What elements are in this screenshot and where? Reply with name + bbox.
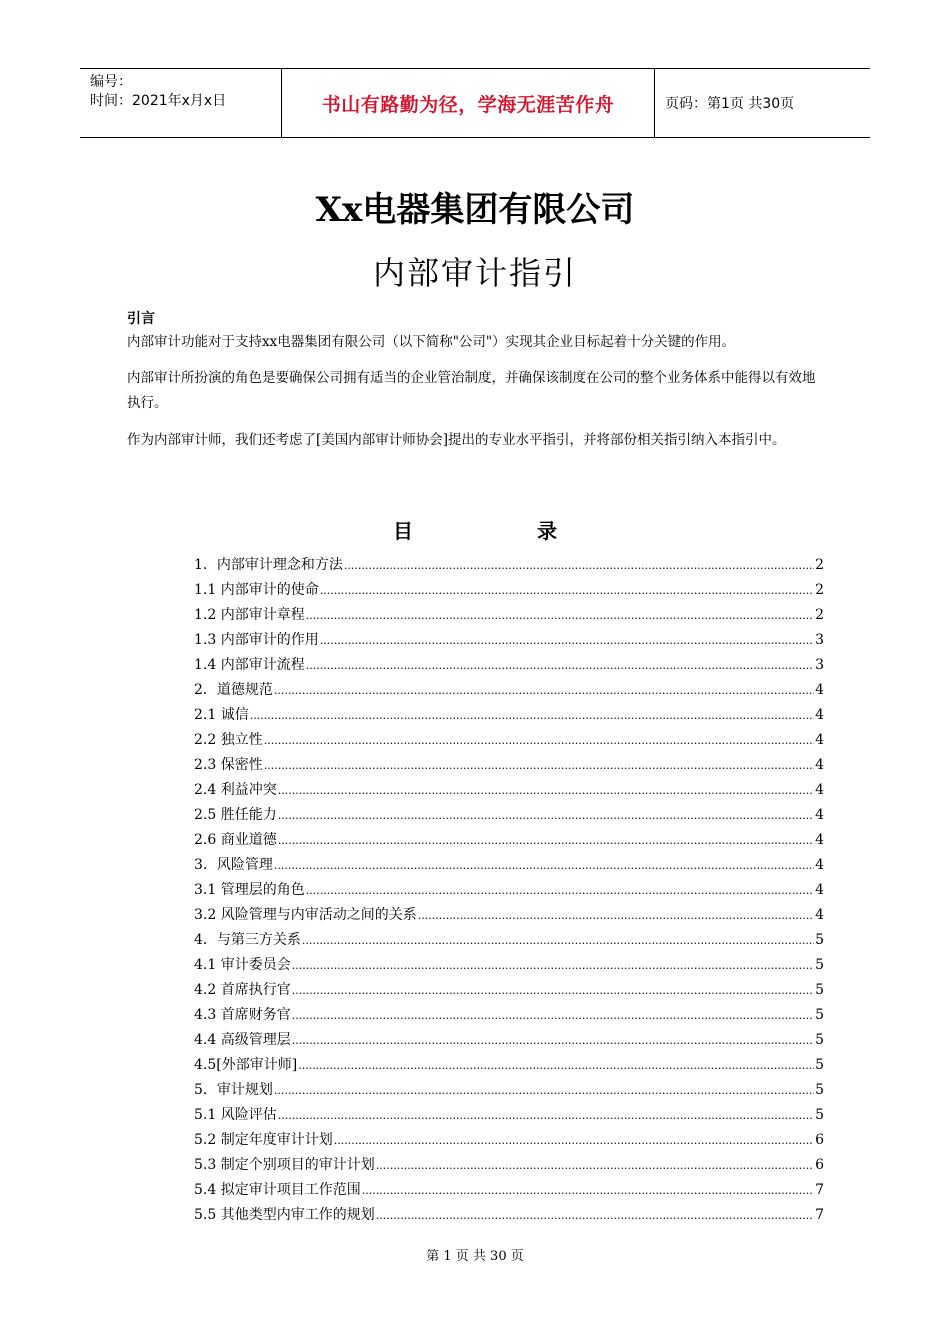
toc-entry[interactable] [194, 1129, 824, 1154]
toc-leader-dots [344, 559, 814, 572]
toc-entry-label: 2.4 利益冲突 [194, 782, 277, 798]
toc-entry[interactable] [194, 929, 824, 954]
time-label: 时间：2021年x月x日 [90, 93, 227, 109]
toc-entry-label: 4.2 首席执行官 [194, 982, 291, 998]
toc-leader-dots [302, 934, 814, 947]
toc-entry[interactable] [194, 704, 824, 729]
toc-entry[interactable] [194, 629, 824, 654]
toc-entry-label: 4．与第三方关系 [194, 932, 301, 948]
toc-leader-dots [292, 959, 814, 972]
toc-entry[interactable] [194, 1054, 824, 1079]
toc-entry-label: 1．内部审计理念和方法 [194, 557, 343, 573]
toc-heading-right: 录 [536, 519, 557, 543]
toc-entry-label: 4.4 高级管理层 [194, 1032, 291, 1048]
toc-entry-page: 4 [815, 882, 824, 898]
toc-leader-dots [274, 859, 814, 872]
toc-entry[interactable] [194, 579, 824, 604]
number-label: 编号： [90, 74, 132, 90]
toc-leader-dots [250, 709, 814, 722]
header-meta [80, 69, 282, 137]
toc-entry-page: 4 [815, 832, 824, 848]
toc-entry-page: 5 [815, 932, 824, 948]
toc-entry-label: 4.5[外部审计师] [194, 1057, 298, 1073]
toc-leader-dots [306, 609, 814, 622]
toc-entry-label: 2.5 胜任能力 [194, 807, 277, 823]
toc-entry[interactable] [194, 1179, 824, 1204]
toc-leader-dots [376, 1209, 814, 1222]
toc-entry-label: 2.6 商业道德 [194, 832, 277, 848]
toc-leader-dots [278, 784, 814, 797]
toc-leader-dots [298, 1059, 814, 1072]
toc-entry-page: 2 [815, 582, 824, 598]
toc-entry[interactable] [194, 1004, 824, 1029]
toc-entry-label: 5.1 风险评估 [194, 1107, 277, 1123]
toc-entry-label: 3.1 管理层的角色 [194, 882, 305, 898]
toc-leader-dots [320, 634, 814, 647]
toc-leader-dots [274, 684, 814, 697]
toc-entry-page: 4 [815, 757, 824, 773]
intro-paragraph: 作为内部审计师，我们还考虑了[美国内部审计师协会]提出的专业水平指引，并将部份相关指引纳入本指引中。 [127, 432, 786, 448]
toc-entry-label: 2.2 独立性 [194, 732, 263, 748]
toc-leader-dots [334, 1134, 814, 1147]
page-header [80, 68, 870, 138]
document-title: Xx电器集团有限公司 [315, 190, 635, 230]
toc-entry[interactable] [194, 954, 824, 979]
table-of-contents [194, 554, 824, 1229]
toc-leader-dots [264, 734, 814, 747]
toc-leader-dots [292, 1034, 814, 1047]
toc-entry[interactable] [194, 879, 824, 904]
toc-leader-dots [418, 909, 814, 922]
toc-entry[interactable] [194, 904, 824, 929]
toc-heading-left: 目 [393, 519, 414, 543]
document-subtitle: 内部审计指引 [372, 254, 577, 292]
toc-entry-label: 2．道德规范 [194, 682, 273, 698]
toc-entry[interactable] [194, 829, 824, 854]
toc-entry-page: 4 [815, 682, 824, 698]
toc-entry-page: 4 [815, 732, 824, 748]
intro-heading: 引言 [127, 311, 155, 327]
toc-entry-page: 5 [815, 1107, 824, 1123]
toc-entry-label: 2.3 保密性 [194, 757, 263, 773]
toc-entry-label: 5．审计规划 [194, 1082, 273, 1098]
toc-entry-page: 6 [815, 1157, 824, 1173]
toc-entry[interactable] [194, 729, 824, 754]
toc-heading [0, 515, 950, 544]
toc-entry-page: 5 [815, 957, 824, 973]
toc-leader-dots [376, 1159, 814, 1172]
toc-entry-page: 4 [815, 907, 824, 923]
toc-leader-dots [306, 659, 814, 672]
toc-entry-page: 7 [815, 1207, 824, 1223]
toc-entry-label: 1.3 内部审计的作用 [194, 632, 319, 648]
toc-entry[interactable] [194, 1079, 824, 1104]
toc-entry-page: 3 [815, 657, 824, 673]
intro-paragraph: 内部审计所扮演的角色是要确保公司拥有适当的企业管治制度，并确保该制度在公司的整个业务体系中能得以有效地执行。 [127, 370, 816, 411]
toc-entry-page: 5 [815, 1082, 824, 1098]
toc-leader-dots [264, 759, 814, 772]
toc-entry-page: 5 [815, 1057, 824, 1073]
toc-entry-label: 3.2 风险管理与内审活动之间的关系 [194, 907, 417, 923]
toc-entry-page: 7 [815, 1182, 824, 1198]
toc-entry-label: 2.1 诚信 [194, 707, 249, 723]
toc-entry-label: 5.2 制定年度审计计划 [194, 1132, 333, 1148]
toc-entry[interactable] [194, 679, 824, 704]
toc-entry-page: 5 [815, 1032, 824, 1048]
toc-entry[interactable] [194, 779, 824, 804]
toc-entry-label: 1.1 内部审计的使命 [194, 582, 319, 598]
header-motto: 书山有路勤为径，学海无涯苦作舟 [282, 69, 655, 137]
toc-entry-page: 5 [815, 982, 824, 998]
toc-leader-dots [292, 1009, 814, 1022]
toc-entry-label: 1.2 内部审计章程 [194, 607, 305, 623]
toc-entry-page: 3 [815, 632, 824, 648]
toc-entry-label: 5.5 其他类型内审工作的规划 [194, 1207, 375, 1223]
toc-entry[interactable] [194, 554, 824, 579]
toc-leader-dots [278, 809, 814, 822]
toc-entry[interactable] [194, 604, 824, 629]
toc-entry-page: 4 [815, 807, 824, 823]
toc-entry-page: 4 [815, 857, 824, 873]
toc-leader-dots [320, 584, 814, 597]
toc-entry-page: 4 [815, 707, 824, 723]
toc-leader-dots [292, 984, 814, 997]
toc-entry[interactable] [194, 1104, 824, 1129]
toc-entry[interactable] [194, 654, 824, 679]
toc-entry[interactable] [194, 1029, 824, 1054]
toc-leader-dots [274, 1084, 814, 1097]
toc-entry[interactable] [194, 804, 824, 829]
toc-entry-label: 5.4 拟定审计项目工作范围 [194, 1182, 361, 1198]
toc-leader-dots [278, 834, 814, 847]
header-page-info: 页码：第1页 共30页 [665, 96, 795, 112]
toc-entry-page: 2 [815, 557, 824, 573]
toc-leader-dots [362, 1184, 814, 1197]
toc-entry[interactable] [194, 1204, 824, 1229]
toc-leader-dots [278, 1109, 814, 1122]
toc-leader-dots [306, 884, 814, 897]
toc-entry-page: 5 [815, 1007, 824, 1023]
toc-entry-label: 3．风险管理 [194, 857, 273, 873]
toc-entry-label: 5.3 制定个别项目的审计计划 [194, 1157, 375, 1173]
toc-entry-page: 4 [815, 782, 824, 798]
toc-entry-label: 4.3 首席财务官 [194, 1007, 291, 1023]
page-footer: 第 1 页 共 30 页 [426, 1249, 524, 1264]
toc-entry-page: 2 [815, 607, 824, 623]
intro-paragraph: 内部审计功能对于支持xx电器集团有限公司（以下简称"公司"）实现其企业目标起着十分关键的作用。 [127, 334, 736, 350]
toc-entry[interactable] [194, 979, 824, 1004]
toc-entry[interactable] [194, 754, 824, 779]
toc-entry-label: 4.1 审计委员会 [194, 957, 291, 973]
toc-entry[interactable] [194, 854, 824, 879]
toc-entry-label: 1.4 内部审计流程 [194, 657, 305, 673]
toc-entry-page: 6 [815, 1132, 824, 1148]
toc-entry[interactable] [194, 1154, 824, 1179]
